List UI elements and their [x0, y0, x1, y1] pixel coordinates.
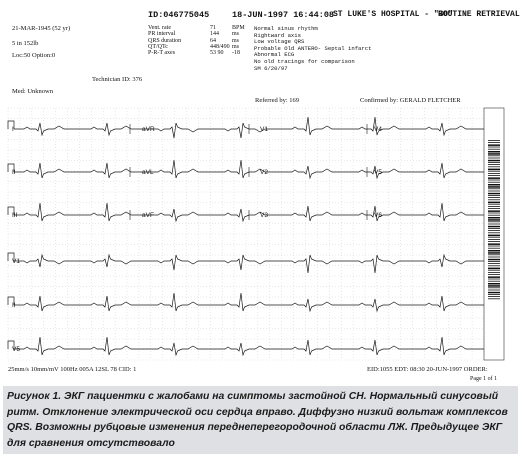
lead-label: V1: [12, 258, 20, 265]
measurement-unit: ms: [232, 43, 240, 50]
barcode-bar: [488, 221, 500, 222]
barcode-bar: [488, 215, 500, 216]
barcode-bar: [488, 292, 500, 294]
barcode-bar: [488, 140, 500, 141]
lead-label: V1: [260, 126, 268, 133]
barcode-bar: [488, 232, 500, 233]
figure-caption: [3, 386, 518, 454]
barcode-bar: [488, 276, 500, 278]
measurement-unit: ms: [232, 37, 240, 44]
interpretation-line: SM 6/20/97: [254, 64, 288, 72]
lead-label: II: [12, 302, 16, 309]
barcode-bar: [488, 246, 500, 247]
measurement-label: Vent. rate: [148, 25, 171, 31]
barcode-bar: [488, 243, 500, 245]
barcode-bar: [488, 281, 500, 282]
lead-label: aVF: [142, 212, 154, 219]
lead-label: V3: [260, 212, 268, 219]
barcode-bar: [488, 235, 500, 237]
barcode-bar: [488, 186, 500, 188]
barcode-bar: [488, 204, 500, 205]
measurement-label: PR interval: [148, 31, 176, 38]
measurement-value: 144: [210, 31, 219, 38]
barcode-bar: [488, 252, 500, 254]
barcode-bar: [488, 287, 500, 288]
barcode-bar: [488, 217, 500, 219]
order-info: EID:1055 EDT: 08:30 20-JUN-1997 ORDER:: [367, 366, 488, 373]
lead-label: aVL: [142, 169, 154, 176]
interpretation-line: Abnormal ECG: [254, 51, 295, 59]
barcode-bar: [488, 263, 500, 264]
barcode: [484, 108, 504, 360]
barcode-bar: [488, 195, 500, 196]
barcode-bar: [488, 239, 500, 240]
lead-label: V5: [374, 169, 382, 176]
barcode-bar: [488, 250, 500, 252]
ecg-trace: [14, 255, 484, 273]
measurement-value: 64: [210, 37, 216, 44]
barcode-bar: [488, 158, 500, 159]
barcode-bar: [488, 153, 500, 155]
barcode-bar: [488, 182, 500, 183]
barcode-bar: [488, 147, 500, 148]
measurement-unit: ms: [232, 31, 240, 38]
medication: Med: Unknown: [12, 88, 53, 95]
lead-label: V2: [260, 169, 268, 176]
barcode-bar: [488, 160, 500, 162]
barcode-bar: [488, 298, 500, 299]
recording-datetime: 18-JUN-1997 16:44:08: [232, 10, 335, 20]
lead-label: V5: [12, 346, 20, 353]
birth-date: 21-MAR-1945 (52 yr): [12, 25, 71, 32]
barcode-bar: [488, 285, 500, 287]
barcode-bar: [488, 208, 500, 209]
measurement-value: 448/490: [210, 43, 230, 50]
measurement-label: P-R-T axes: [148, 50, 176, 57]
lead-label: aVR: [142, 126, 155, 133]
barcode-bar: [488, 180, 500, 181]
retrieval-mode: ROUTINE RETRIEVAL: [438, 10, 520, 19]
barcode-bar: [488, 257, 500, 258]
ecg-trace: [14, 293, 484, 311]
barcode-bar: [488, 283, 500, 285]
hospital-name: ST LUKE'S HOSPITAL - "30": [333, 10, 454, 19]
barcode-bar: [488, 149, 500, 150]
barcode-bar: [488, 219, 500, 221]
interpretation-line: No old tracings for comparison: [254, 58, 355, 65]
measurement-label: QRS duration: [148, 37, 182, 44]
barcode-bar: [488, 175, 500, 176]
lead-label: III: [12, 212, 18, 219]
barcode-bar: [488, 259, 500, 261]
barcode-bar: [488, 171, 500, 172]
barcode-bar: [488, 279, 500, 280]
technician-id: Technician ID: 376: [92, 76, 143, 83]
barcode-bar: [488, 177, 500, 179]
barcode-bar: [488, 248, 500, 249]
barcode-bar: [488, 193, 500, 195]
barcode-bar: [488, 184, 500, 186]
barcode-bar: [488, 206, 500, 207]
barcode-bar: [488, 191, 500, 192]
interpretation-line: Normal sinus rhythm: [254, 25, 318, 32]
barcode-bar: [488, 202, 500, 204]
caption-text: [3, 386, 518, 451]
barcode-bar: [488, 199, 500, 200]
barcode-bar: [488, 162, 500, 163]
barcode-bar: [488, 290, 500, 291]
recording-settings: 25mm/s 10mm/mV 100Hz 005A 12SL 78 CID: 1: [8, 366, 137, 373]
lead-label: V6: [374, 212, 382, 219]
barcode-bar: [488, 144, 500, 146]
barcode-bar: [488, 142, 500, 143]
barcode-bar: [488, 237, 500, 238]
barcode-bar: [488, 210, 500, 212]
measurement-value: 53 90: [210, 50, 224, 57]
barcode-bar: [488, 270, 500, 271]
confirmed-by: Confirmed by: GERALD FLETCHER: [360, 97, 461, 104]
barcode-bar: [488, 265, 500, 266]
caption-lead: Рисунок 1.: [7, 391, 62, 402]
barcode-bar: [488, 274, 500, 275]
barcode-bar: [488, 166, 500, 167]
barcode-bar: [488, 261, 500, 262]
lead-label: V4: [374, 126, 382, 133]
barcode-bar: [488, 197, 500, 198]
barcode-bar: [488, 164, 500, 165]
caption-body: ЭКГ пациентки с жалобами на симптомы застойной СН. Нормальный синусовый ритм. Отклонение электрической оси сердца вправо. Диффузно низкий вольтаж комплексов QRS. Возможны рубцовые изменения переднеперегородочной области ЛЖ. Предыдущее ЭКГ для сравнения отсутствовало: [7, 391, 508, 449]
barcode-bar: [488, 169, 500, 171]
barcode-bar: [488, 230, 500, 231]
barcode-bar: [488, 228, 500, 229]
barcode-bar: [488, 188, 500, 189]
barcode-bar: [488, 226, 500, 228]
measurement-unit: -18: [232, 50, 240, 57]
interpretation-line: Probable Old ANTERO- Septal infarct: [254, 44, 372, 52]
interpretation-line: Rightward axis: [254, 31, 301, 39]
lead-label: II: [12, 169, 16, 176]
barcode-bar: [488, 151, 500, 153]
weight: 5 in 152lb: [12, 40, 39, 47]
barcode-bar: [488, 254, 500, 255]
ecg-trace: [14, 337, 484, 355]
referred-by: Referred by: 169: [255, 97, 300, 104]
interpretation-line: Low voltage QRS: [254, 38, 305, 46]
barcode-bar: [488, 296, 500, 297]
ecg-grid: [8, 108, 484, 360]
measurement-value: 71: [210, 25, 216, 31]
barcode-bar: [488, 272, 500, 273]
barcode-bar: [488, 173, 500, 174]
measurement-unit: BPM: [232, 25, 245, 31]
patient-id: ID:046775045: [148, 10, 210, 20]
barcode-bar: [488, 224, 500, 225]
lead-label: I: [12, 126, 14, 133]
location: Loc:50 Option:0: [12, 52, 56, 59]
barcode-bar: [488, 241, 500, 242]
barcode-bar: [488, 294, 500, 295]
page-number: Page 1 of 1: [470, 376, 498, 382]
barcode-bar: [488, 268, 500, 270]
ecg-traces: [8, 117, 484, 355]
measurement-label: QT/QTc: [148, 43, 168, 50]
barcode-bar: [488, 213, 500, 214]
barcode-bar: [488, 155, 500, 156]
